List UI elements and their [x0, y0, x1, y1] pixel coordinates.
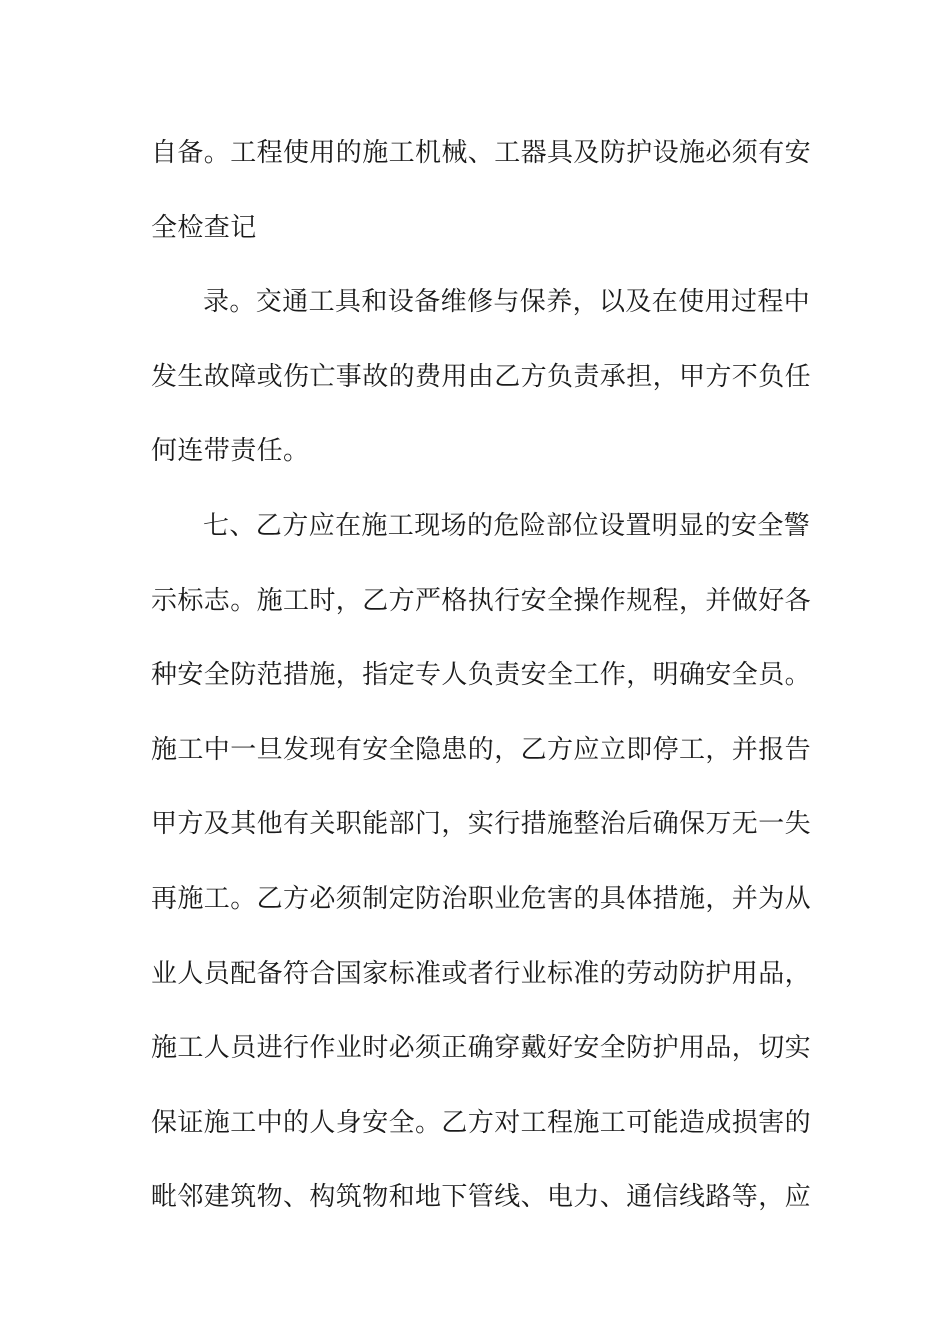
- text-line: 业人员配备符合国家标准或者行业标准的劳动防护用品，: [151, 958, 812, 989]
- text-line: 毗邻建筑物、构筑物和地下管线、电力、通信线路等，应: [151, 1182, 812, 1213]
- document-body: [151, 128, 811, 1247]
- text-line: 保证施工中的人身安全。乙方对工程施工可能造成损害的: [151, 1107, 812, 1138]
- text-line: 施工人员进行作业时必须正确穿戴好安全防护用品，切实: [151, 1033, 812, 1064]
- text-line: 甲方及其他有关职能部门，实行措施整治后确保万无一失: [151, 809, 812, 840]
- text-line: 七、乙方应在施工现场的危险部位设置明显的安全警: [203, 510, 811, 541]
- text-line: 录。交通工具和设备维修与保养，以及在使用过程中: [203, 287, 811, 318]
- text-line: 全检查记: [151, 212, 257, 243]
- text-line: 施工中一旦发现有安全隐患的，乙方应立即停工，并报告: [151, 734, 812, 765]
- text-line: 示标志。施工时，乙方严格执行安全操作规程，并做好各: [151, 585, 812, 616]
- text-line: 自备。工程使用的施工机械、工器具及防护设施必须有安: [151, 138, 812, 168]
- text-line: 种安全防范措施，指定专人负责安全工作，明确安全员。: [151, 660, 812, 691]
- text-line: 再施工。乙方必须制定防治职业危害的具体措施，并为从: [151, 883, 812, 914]
- text-line: 何连带责任。: [151, 436, 310, 467]
- text-line: 发生故障或伤亡事故的费用由乙方负责承担，甲方不负任: [151, 361, 812, 392]
